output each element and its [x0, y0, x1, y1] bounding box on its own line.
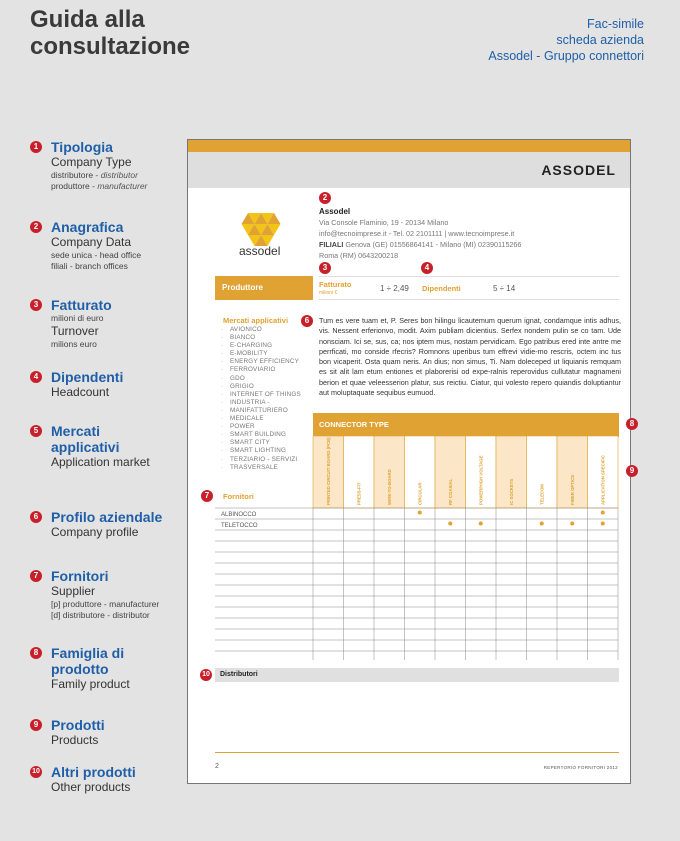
- legend-title: Tipologia: [51, 139, 113, 155]
- supplier-name: ALBINOCCO: [221, 512, 257, 518]
- fatturato-value: 1 ÷ 2,49: [380, 284, 409, 293]
- number-badge: 5: [30, 425, 42, 437]
- page-number: 2: [215, 763, 219, 770]
- header-right-line: scheda azienda: [556, 33, 644, 47]
- legend-item-altri: [30, 764, 180, 795]
- distributori-bar: Distributori: [215, 668, 619, 682]
- supplier-dot: [601, 511, 605, 515]
- mercato-item: · E-MOBILITY: [221, 350, 301, 358]
- column-label: CIRCULAR: [417, 482, 423, 505]
- company-data: [319, 206, 521, 261]
- legend-title: Dipendenti: [51, 369, 124, 385]
- legend-subtitle: Supplier: [51, 584, 96, 598]
- mercato-item: · GRIGIO: [221, 383, 301, 391]
- legend-title: Prodotti: [51, 717, 105, 733]
- supplier-dot: [418, 511, 422, 515]
- dipendenti-label: Dipendenti: [422, 284, 461, 293]
- company-filiali: FILIALI Genova (GE) 01556864141 - Milano (MI) 02390115266: [319, 240, 522, 249]
- legend-title: Famiglia di: [51, 645, 125, 661]
- mercato-item: · BIANCO: [221, 334, 301, 342]
- number-badge: 6: [30, 511, 42, 523]
- legend-note: produttore - manufacturer: [51, 181, 148, 191]
- mercato-item: · TRASVERSALE: [221, 464, 301, 472]
- legend-subtitle: Company profile: [51, 525, 139, 539]
- column-label: TELECOM: [539, 483, 545, 505]
- number-badge: 7: [30, 570, 42, 582]
- mercati-heading: Mercati applicativi: [223, 316, 289, 325]
- supplier-dot: [448, 522, 452, 526]
- repertorio-label: REPERTORIO FORNITORI 2012: [543, 765, 618, 770]
- supplier-dot: [601, 522, 605, 526]
- legend-note: filiali - branch offices: [51, 261, 128, 271]
- number-badge: 4: [421, 262, 433, 274]
- mercato-item: · INTERNET OF THINGS: [221, 391, 301, 399]
- supplier-dot: [540, 522, 544, 526]
- dipendenti-value: 5 ÷ 14: [493, 284, 516, 293]
- company-type-bar: Produttore: [215, 276, 313, 300]
- number-badge: 4: [30, 371, 42, 383]
- legend-title: applicativi: [51, 439, 120, 455]
- legend-title: Altri prodotti: [51, 764, 136, 780]
- column-label: POWER/HIGH VOLTAGE: [478, 455, 484, 505]
- legend-item-profilo: [30, 509, 180, 540]
- number-badge: 6: [301, 315, 313, 327]
- legend-subtitle: Company Type: [51, 155, 132, 169]
- mercato-item: · SMART CITY: [221, 439, 301, 447]
- supplier-dot: [570, 522, 574, 526]
- legend-subtitle: Family product: [51, 677, 130, 691]
- number-badge: 10: [30, 766, 42, 778]
- number-badge: 1: [30, 141, 42, 153]
- company-address: Via Console Flaminio, 19 - 20134 Milano: [319, 218, 449, 227]
- legend-item-fornitori: [30, 568, 180, 621]
- turnover-row: [319, 276, 619, 300]
- column-label: WIRE-TO-BOARD: [386, 469, 392, 505]
- company-name-bar: [188, 152, 630, 188]
- number-badge: 2: [30, 221, 42, 233]
- fornitori-heading: Fornitori: [223, 492, 254, 501]
- number-badge: 3: [30, 299, 42, 311]
- legend-note: milions euro: [51, 339, 97, 349]
- company-info-name: Assodel: [319, 207, 351, 216]
- column-label: PRINTED CIRCUIT BOARD (PCB): [325, 437, 331, 505]
- legend-note: distributore - distributor: [51, 170, 138, 180]
- number-badge: 2: [319, 192, 331, 204]
- legend-title: prodotto: [51, 661, 109, 677]
- sheet-top-bar: [188, 140, 630, 152]
- legend-item-fatturato: [30, 297, 180, 350]
- mercato-item: · AVIONICO: [221, 326, 301, 334]
- column-label: APPLICATION SPECIFIC: [600, 455, 606, 505]
- mercato-item: · MANIFATTURIERO: [221, 407, 301, 415]
- legend-note: sede unica - head office: [51, 250, 142, 260]
- legend-item-anagrafica: [30, 219, 180, 272]
- mercato-item: · TERZIARIO - SERVIZI: [221, 456, 301, 464]
- mercato-item: · SMART BUILDING: [221, 431, 301, 439]
- company-contact[interactable]: info@tecnoimprese.it - Tel. 02 2101111 | www.tecnoimprese.it: [319, 229, 515, 238]
- column-label: PRESS-FIT: [356, 482, 362, 505]
- mercato-item: · SMART LIGHTING: [221, 447, 301, 455]
- number-badge: 9: [30, 719, 42, 731]
- column-label: IC SOCKETS: [508, 478, 514, 505]
- title-line: Guida alla: [30, 6, 145, 33]
- mercato-item: · E-CHARGING: [221, 342, 301, 350]
- legend-subtitle: Company Data: [51, 235, 132, 249]
- supplier-dot: [479, 522, 483, 526]
- connector-type-bar: CONNECTOR TYPE: [313, 413, 619, 437]
- logo-text: assodel: [239, 244, 281, 258]
- legend-note: [d] distributore - distributor: [51, 610, 150, 620]
- number-badge: 7: [201, 490, 213, 502]
- number-badge: 10: [200, 669, 212, 681]
- column-label: RF COAXIAL: [447, 478, 453, 505]
- mercato-item: · ENERGY EFFICIENCY: [221, 358, 301, 366]
- number-badge: 3: [319, 262, 331, 274]
- header-right: [488, 16, 644, 64]
- number-badge: 9: [626, 465, 638, 477]
- legend-item-mercati: [30, 423, 180, 470]
- legend-title: Mercati: [51, 423, 101, 439]
- mercato-item: · INDUSTRIA -: [221, 399, 301, 407]
- footer-line: [215, 752, 619, 753]
- legend-subtitle: Products: [51, 733, 99, 747]
- column-label: FIBER OPTICS: [569, 474, 575, 505]
- title-line: consultazione: [30, 33, 191, 60]
- number-badge: 8: [626, 418, 638, 430]
- mercato-item: · POWER: [221, 423, 301, 431]
- legend-item-tipologia: [30, 139, 180, 192]
- mercato-item: · MEDICALE: [221, 415, 301, 423]
- legend-title: Fatturato: [51, 297, 112, 313]
- legend-item-dipendenti: [30, 369, 180, 400]
- legend-subtitle: Turnover: [51, 324, 99, 338]
- header-right-line: Fac-simile: [587, 17, 644, 31]
- header-right-line: Assodel - Gruppo connettori: [488, 49, 644, 63]
- company-name: ASSODEL: [541, 162, 616, 178]
- fatturato-label: Fatturato milioni €: [319, 280, 352, 296]
- legend-title: Fornitori: [51, 568, 109, 584]
- legend-item-prodotti: [30, 717, 180, 748]
- legend-subtitle: Headcount: [51, 385, 110, 399]
- company-filiali-2: Roma (RM) 0643200218: [319, 251, 399, 260]
- guide-title: [30, 6, 190, 60]
- legend-note: [p] produttore - manufacturer: [51, 599, 160, 609]
- legend-note: milioni di euro: [51, 313, 104, 323]
- company-sheet: [187, 139, 635, 784]
- legend-item-famiglia: [30, 645, 180, 692]
- legend-subtitle: Application market: [51, 455, 150, 469]
- legend-subtitle: Other products: [51, 780, 131, 794]
- legend-title: Profilo aziendale: [51, 509, 163, 525]
- mercato-item: · GDO: [221, 375, 301, 383]
- supplier-grid: [215, 436, 621, 660]
- legend-title: Anagrafica: [51, 219, 124, 235]
- company-profile-text: Tum es vere tuam et, P. Seres bon hilingu licautemum querum ignat, condamque intis adhus, vis. Nessent erferionvo, modit. Axim publiam dicientius. Serfex nondem pulin se co tam. Ude nonsciam. Ici se, sus, ca; nos iptem mus, nostam pervidicam. Ego patribus ered inte antre me perrficati, mo conside rfecris? Romnons uperibus tum effrevi vidie-mo rescris, octem inc tus bon vicaperit. Osta quam neris. An dius; non simus, Ti. Nam doleceped ut liquianis remquam es sit alit lam etum entiones et plaborerisi od expe-ralnis reperovidus cullutatur magnameni berion et quae veleesserion platur, sus reictiu. Ciatur, qui volesto repero quiandis doluptiantur aut moluptaquate sequibus eumuod.: [319, 316, 621, 398]
- mercato-item: · FERROVIARIO: [221, 366, 301, 374]
- number-badge: 8: [30, 647, 42, 659]
- supplier-name: TELETOCCO: [221, 523, 258, 529]
